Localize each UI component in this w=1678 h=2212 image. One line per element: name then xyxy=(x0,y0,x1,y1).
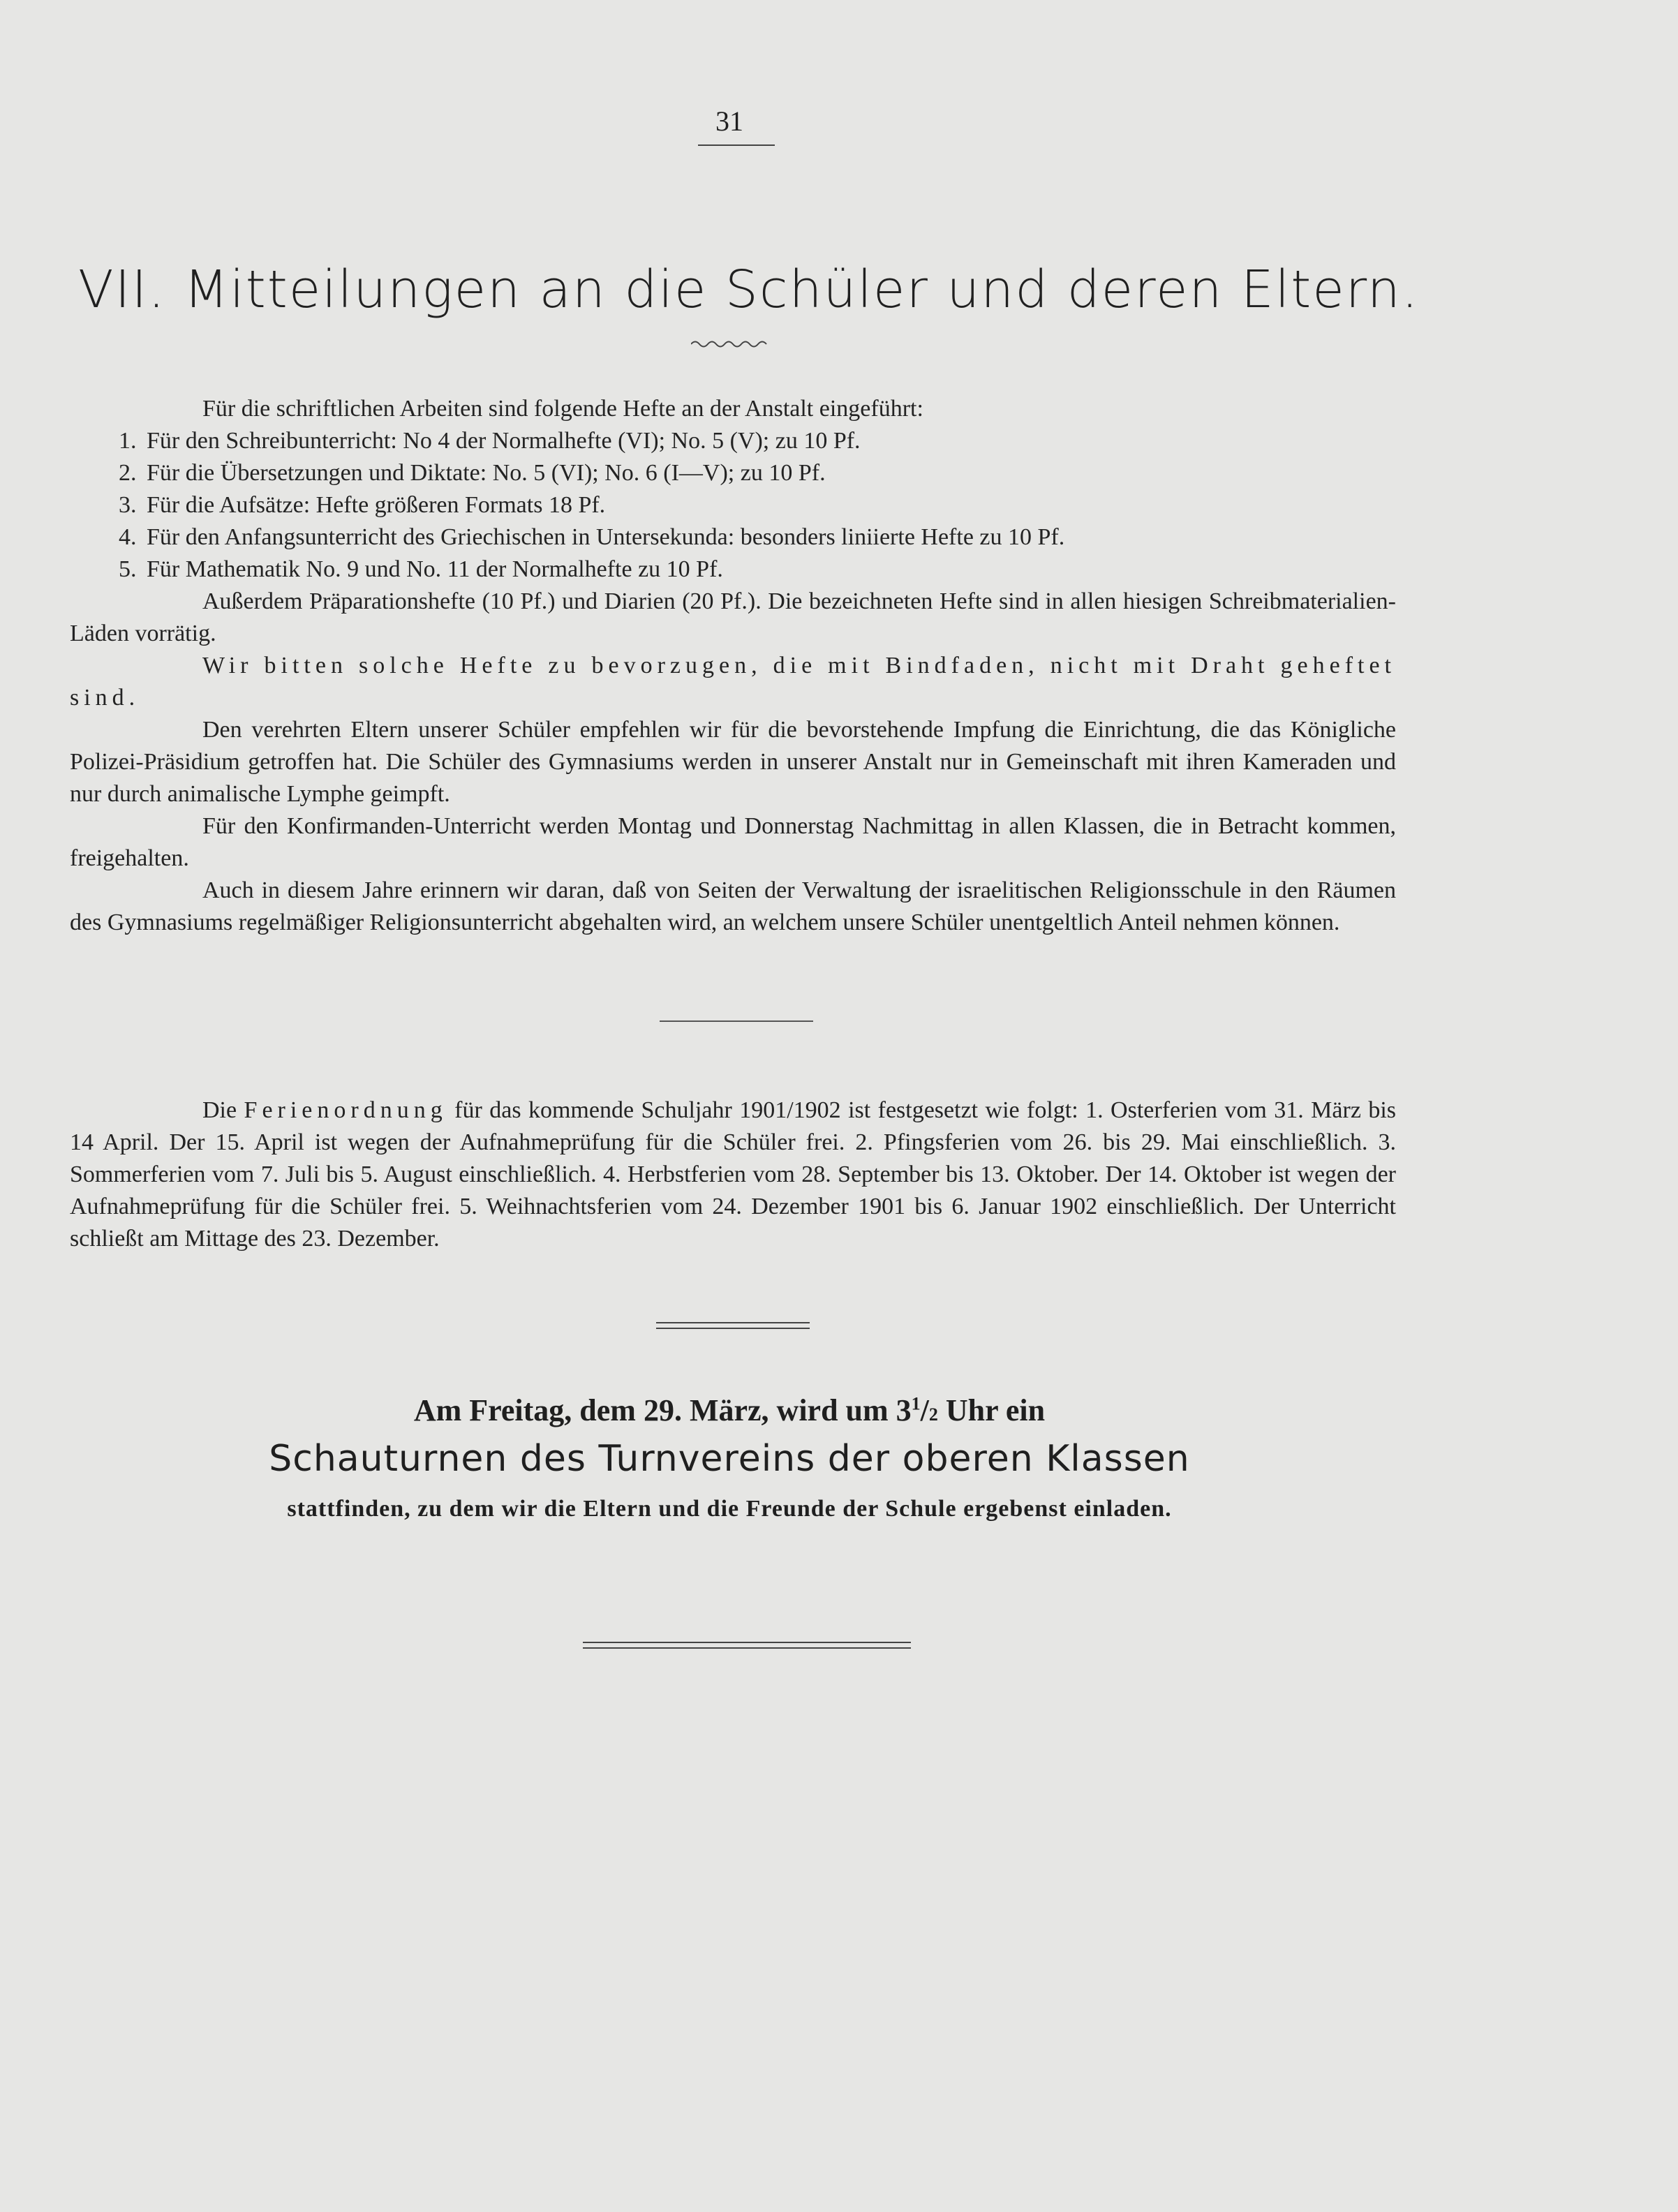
ferien-section xyxy=(70,1094,1396,1255)
list-text: Für die Übersetzungen und Diktate: No. 5 (VI); No. 6 (I—V); zu 10 Pf. xyxy=(147,460,826,486)
religion-paragraph: Auch in diesem Jahre erinnern wir daran, daß von Seiten der Verwaltung der israelitischen Religionsschule in den Räumen des Gymnasiums regelmäßiger Religionsunterricht abgehalten wird, an welchem unsere Schüler unentgeltlich Anteil nehmen können. xyxy=(70,877,1396,935)
list-text: Für Mathematik No. 9 und No. 11 der Normalhefte zu 10 Pf. xyxy=(147,556,723,582)
list-item xyxy=(70,521,1396,554)
announcement-line-3: stattfinden, zu dem wir die Eltern und die Freunde der Schule ergebenst einladen. xyxy=(287,1496,1172,1522)
announcement-line-2: Schauturnen des Turnvereins der oberen Klassen xyxy=(269,1438,1190,1480)
wave-ornament xyxy=(691,339,768,349)
announcement-line-1 xyxy=(0,1393,1459,1428)
impfung-paragraph: Den verehrten Eltern unserer Schüler empfehlen wir für die bevorstehende Impfung die Einrichtung, die das Königliche Polizei-Präsidium getroffen hat. Die Schüler des Gymnasiums werden in unserer Anstalt nur in Gemeinschaft mit ihren Kameraden und nur durch animalische Lymphe geimpft. xyxy=(70,717,1396,807)
ferien-paragraph xyxy=(70,1094,1396,1255)
ferien-text: für das kommende Schuljahr 1901/1902 ist festgesetzt wie folgt: 1. Osterferien vom 31. März bis 14 April. Der 15. April ist wegen der Aufnahmeprüfung für die Schüler frei. 2. Pfingsferien vom 26. bis 29. Mai einschließlich. 3. Sommerferien vom 7. Juli bis 5. August einschließlich. 4. Herbstferien vom 28. September bis 13. Oktober. Der 14. Oktober ist wegen der Aufnahmeprüfung für die Schüler frei. 5. Weihnachtsferien vom 24. Dezember 1901 bis 6. Januar 1902 einschließlich. Der Unterricht schließt am Mittage des 23. Dezember. xyxy=(70,1097,1397,1252)
hefte-intro: Für die schriftlichen Arbeiten sind folgende Hefte an der Anstalt eingeführt: xyxy=(202,396,923,422)
list-number: 1. xyxy=(119,428,137,454)
double-separator xyxy=(656,1322,810,1329)
list-item xyxy=(70,554,1396,586)
ferien-lead: Die xyxy=(202,1097,237,1123)
ausserdem-paragraph: Außerdem Präparationshefte (10 Pf.) und Diarien (20 Pf.). Die bezeichneten Hefte sind in allen hiesigen Schreibmaterialien-Läden vorrätig. xyxy=(70,588,1396,646)
hefte-section xyxy=(70,393,1396,939)
fraction-numerator: 1 xyxy=(911,1393,921,1414)
fraction-denominator: 2 xyxy=(928,1404,938,1425)
list-item xyxy=(70,457,1396,489)
page-number-rule xyxy=(698,144,775,146)
list-text: Für den Schreibunterricht: No 4 der Normalhefte (VI); No. 5 (V); zu 10 Pf. xyxy=(147,428,861,454)
bindfaden-paragraph: Wir bitten solche Hefte zu bevorzugen, die mit Bindfaden, nicht mit Draht geheftet sind. xyxy=(70,653,1396,711)
fraction-slash: / xyxy=(920,1393,929,1427)
list-number: 2. xyxy=(119,460,137,486)
ferien-term: Ferienordnung xyxy=(244,1097,447,1123)
list-item xyxy=(70,425,1396,457)
list-number: 3. xyxy=(119,492,137,518)
section-heading: VII. Mitteilungen an die Schüler und deren Eltern. xyxy=(78,260,1420,320)
separator-line xyxy=(660,1020,813,1022)
list-text: Für den Anfangsunterricht des Griechischen in Untersekunda: besonders liniierte Hefte zu 10 Pf. xyxy=(147,524,1065,550)
closing-double-rule xyxy=(583,1642,911,1649)
list-number: 5. xyxy=(119,556,137,582)
list-item xyxy=(70,489,1396,521)
page-number: 31 xyxy=(715,105,743,137)
announcement-text-b: Uhr ein xyxy=(937,1393,1046,1427)
konfirmanden-paragraph: Für den Konfirmanden-Unterricht werden Montag und Donnerstag Nachmittag in allen Klassen, die in Betracht kommen, freigehalten. xyxy=(70,813,1396,871)
announcement-text-a: Am Freitag, dem 29. März, wird um 3 xyxy=(413,1393,912,1427)
list-text: Für die Aufsätze: Hefte größeren Formats 18 Pf. xyxy=(147,492,606,518)
list-number: 4. xyxy=(119,524,137,550)
